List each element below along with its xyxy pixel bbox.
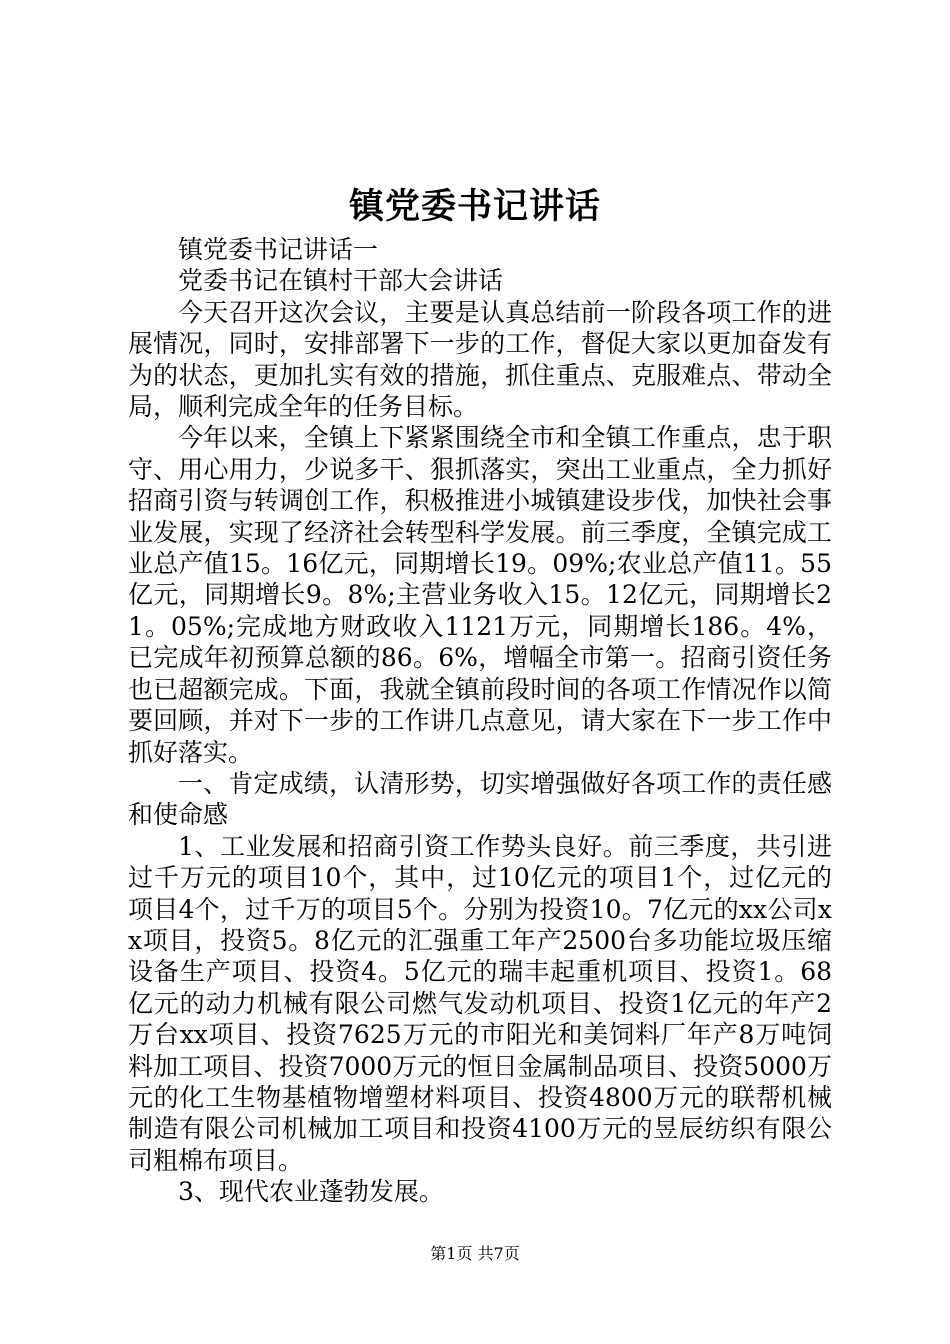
page-indicator: 第1页 共7页 bbox=[430, 1244, 520, 1263]
paragraph-industry: 1、工业发展和招商引资工作势头良好。前三季度，共引进过千万元的项目10个，其中，过10亿元的项目1个，过亿元的项目4个，过千万的项目5个。分别为投资10。7亿元的xx公司xx项目，投资5。8亿元的汇强重工年产2500台多功能垃圾压缩设备生产项目、投资4。5亿元的瑞丰起重机项目、投资1。68亿元的动力机械有限公司燃气发动机项目、投资1亿元的年产2万台xx项目、投资7625万元的市阳光和美饲料厂年产8万吨饲料加工项目、投资7000万元的恒日金属制品项目、投资5000万元的化工生物基植物增塑材料项目、投资4800万元的联帮机械制造有限公司机械加工项目和投资4100万元的昱辰纺织有限公司粗棉布项目。 bbox=[128, 831, 832, 1175]
paragraph-heading-1: 镇党委书记讲话一 bbox=[178, 235, 379, 264]
document-title: 镇党委书记讲话 bbox=[348, 186, 601, 227]
section-heading: 一、肯定成绩，认清形势，切实增强做好各项工作的责任感和使命感 bbox=[128, 768, 832, 830]
paragraph-heading-2: 党委书记在镇村干部大会讲话 bbox=[178, 266, 504, 296]
document-body bbox=[128, 234, 832, 1208]
paragraph-intro: 今天召开这次会议，主要是认真总结前一阶段各项工作的进展情况，同时，安排部署下一步的工作，督促大家以更加奋发有为的状态，更加扎实有效的措施，抓住重点、克服难点、带动全局，顺利完成全年的任务目标。 bbox=[128, 297, 832, 422]
paragraph-review: 今年以来，全镇上下紧紧围绕全市和全镇工作重点，忠于职守、用心用力，少说多干、狠抓落实，突出工业重点，全力抓好招商引资与转调创工作，积极推进小城镇建设步伐，加快社会事业发展，实现了经济社会转型科学发展。前三季度，全镇完成工业总产值15。16亿元，同期增长19。09%;农业总产值11。55亿元，同期增长9。8%;主营业务收入15。12亿元，同期增长21。05%;完成地方财政收入1121万元，同期增长186。4%，已完成年初预算总额的86。6%，增幅全市第一。招商引资任务也已超额完成。下面，我就全镇前段时间的各项工作情况作以简要回顾，并对下一步的工作讲几点意见，请大家在下一步工作中抓好落实。 bbox=[128, 423, 832, 767]
paragraph-agriculture: 3、现代农业蓬勃发展。 bbox=[178, 1177, 444, 1207]
